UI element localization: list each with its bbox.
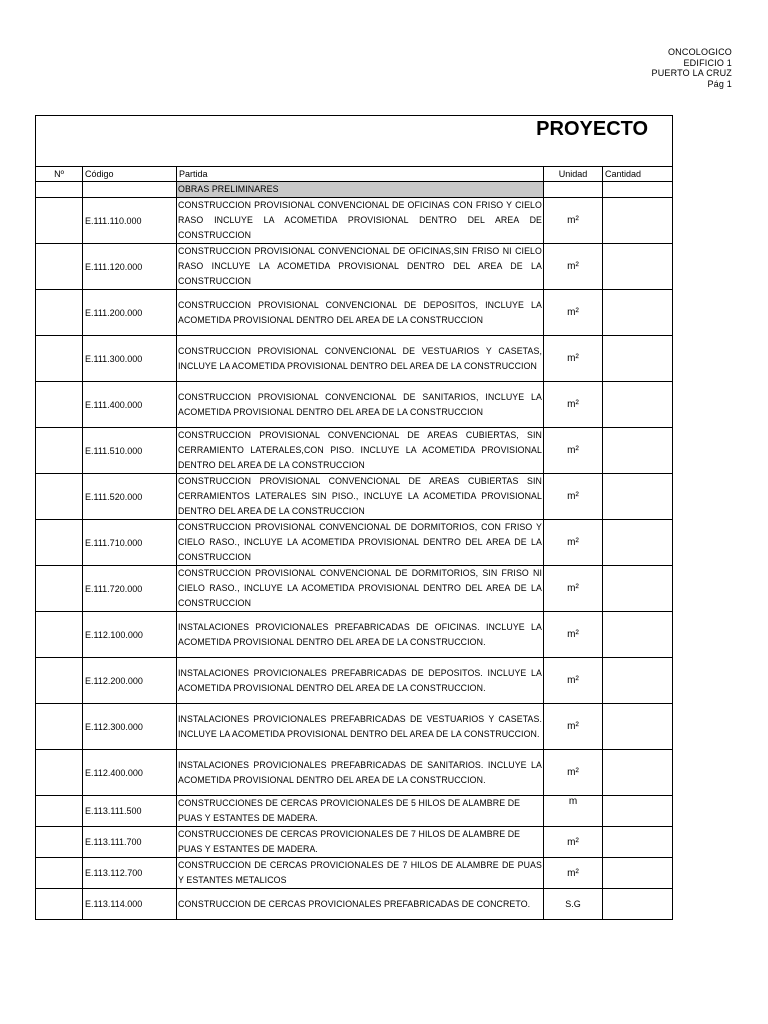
- row-unit: m²: [544, 658, 603, 704]
- row-unit: m²: [544, 290, 603, 336]
- column-header-codigo: Código: [83, 167, 177, 182]
- row-code: E.111.710.000: [83, 520, 177, 566]
- row-partida: CONSTRUCCIONES DE CERCAS PROVICIONALES DE 5 HILOS DE ALAMBRE DE PUAS Y ESTANTES DE MADERA.: [177, 796, 544, 827]
- row-partida: CONSTRUCCION PROVISIONAL CONVENCIONAL DE OFICINAS,SIN FRISO NI CIELO RASO INCLUYE LA ACOMETIDA PROVISIONAL DENTRO DEL AREA DE LA CONSTRUCCION: [177, 244, 544, 290]
- row-quantity[interactable]: [603, 858, 673, 889]
- row-quantity[interactable]: [603, 827, 673, 858]
- sheet-title: PROYECTO: [36, 116, 673, 144]
- row-quantity[interactable]: [603, 474, 673, 520]
- row-code: E.112.200.000: [83, 658, 177, 704]
- row-no: [36, 827, 83, 858]
- row-quantity[interactable]: [603, 428, 673, 474]
- table-row: [36, 198, 673, 244]
- page-header: [652, 47, 733, 89]
- row-unit: m²: [544, 750, 603, 796]
- section-code-cell: [83, 182, 177, 198]
- table-row: [36, 290, 673, 336]
- row-no: [36, 612, 83, 658]
- row-unit: m: [544, 796, 603, 827]
- row-partida: CONSTRUCCION PROVISIONAL CONVENCIONAL DE VESTUARIOS Y CASETAS, INCLUYE LA ACOMETIDA PROVISIONAL DENTRO DEL AREA DE LA CONSTRUCCION: [177, 336, 544, 382]
- row-partida: INSTALACIONES PROVICIONALES PREFABRICADAS DE SANITARIOS. INCLUYE LA ACOMETIDA PROVISIONAL DENTRO DEL AREA DE LA CONSTRUCCION.: [177, 750, 544, 796]
- row-no: [36, 704, 83, 750]
- table-row: [36, 658, 673, 704]
- budget-sheet: [35, 115, 672, 920]
- row-unit: m²: [544, 704, 603, 750]
- row-quantity[interactable]: [603, 336, 673, 382]
- table-row: [36, 566, 673, 612]
- header-city: PUERTO LA CRUZ: [651, 68, 732, 78]
- table-row: [36, 244, 673, 290]
- row-quantity[interactable]: [603, 889, 673, 920]
- section-no-cell: [36, 182, 83, 198]
- row-partida: CONSTRUCCION PROVISIONAL CONVENCIONAL DE AREAS CUBIERTAS SIN CERRAMIENTOS LATERALES SIN PISO., INCLUYE LA ACOMETIDA PROVISIONAL DENTRO DEL AREA DE LA CONSTRUCCION: [177, 474, 544, 520]
- row-partida: CONSTRUCCION DE CERCAS PROVICIONALES DE 7 HILOS DE ALAMBRE DE PUAS Y ESTANTES METALICOS: [177, 858, 544, 889]
- table-row: [36, 827, 673, 858]
- row-no: [36, 750, 83, 796]
- row-unit: m²: [544, 612, 603, 658]
- table-row: [36, 612, 673, 658]
- column-header-unidad: Unidad: [544, 167, 603, 182]
- title-row: [36, 116, 673, 144]
- row-quantity[interactable]: [603, 244, 673, 290]
- table-row: [36, 474, 673, 520]
- table-row: [36, 336, 673, 382]
- row-unit: m²: [544, 382, 603, 428]
- row-unit: m²: [544, 428, 603, 474]
- row-code: E.111.510.000: [83, 428, 177, 474]
- table-row: [36, 796, 673, 827]
- row-code: E.112.100.000: [83, 612, 177, 658]
- row-quantity[interactable]: [603, 382, 673, 428]
- blank-row: [36, 143, 673, 167]
- header-project: ONCOLOGICO: [667, 47, 732, 57]
- row-partida: CONSTRUCCION PROVISIONAL CONVENCIONAL DE SANITARIOS, INCLUYE LA ACOMETIDA PROVISIONAL DENTRO DEL AREA DE LA CONSTRUCCION: [177, 382, 544, 428]
- row-unit: m²: [544, 474, 603, 520]
- row-no: [36, 428, 83, 474]
- section-title: OBRAS PRELIMINARES: [177, 182, 544, 198]
- row-quantity[interactable]: [603, 612, 673, 658]
- row-code: E.113.112.700: [83, 858, 177, 889]
- row-quantity[interactable]: [603, 704, 673, 750]
- column-header-cantidad: Cantidad: [603, 167, 673, 182]
- row-code: E.112.400.000: [83, 750, 177, 796]
- budget-table: [35, 115, 673, 920]
- row-partida: INSTALACIONES PROVICIONALES PREFABRICADAS DE VESTUARIOS Y CASETAS. INCLUYE LA ACOMETIDA PROVISIONAL DENTRO DEL AREA DE LA CONSTRUCCION.: [177, 704, 544, 750]
- blank-cell: [36, 143, 673, 167]
- row-code: E.111.300.000: [83, 336, 177, 382]
- row-no: [36, 290, 83, 336]
- table-row: [36, 428, 673, 474]
- column-header-partida: Partida: [177, 167, 544, 182]
- row-quantity[interactable]: [603, 290, 673, 336]
- row-partida: CONSTRUCCION PROVISIONAL CONVENCIONAL DE AREAS CUBIERTAS, SIN CERRAMIENTO LATERALES,CON PISO. INCLUYE LA ACOMETIDA PROVISIONAL DENTRO DEL AREA DE LA CONSTRUCCION: [177, 428, 544, 474]
- row-partida: INSTALACIONES PROVICIONALES PREFABRICADAS DE OFICINAS. INCLUYE LA ACOMETIDA PROVISIONAL DENTRO DEL AREA DE LA CONSTRUCCION.: [177, 612, 544, 658]
- table-row: [36, 750, 673, 796]
- table-row: [36, 382, 673, 428]
- row-code: E.111.200.000: [83, 290, 177, 336]
- row-quantity[interactable]: [603, 566, 673, 612]
- row-partida: CONSTRUCCION PROVISIONAL CONVENCIONAL DE OFICINAS CON FRISO Y CIELO RASO INCLUYE LA ACOMETIDA PROVISIONAL DENTRO DEL AREA DE CONSTRUCCION: [177, 198, 544, 244]
- row-code: E.111.110.000: [83, 198, 177, 244]
- row-quantity[interactable]: [603, 198, 673, 244]
- column-header-row: [36, 167, 673, 182]
- row-unit: S.G: [544, 889, 603, 920]
- table-row: [36, 704, 673, 750]
- row-quantity[interactable]: [603, 520, 673, 566]
- table-row: [36, 889, 673, 920]
- row-partida: CONSTRUCCION DE CERCAS PROVICIONALES PREFABRICADAS DE CONCRETO.: [177, 889, 544, 920]
- row-quantity[interactable]: [603, 658, 673, 704]
- table-row: [36, 858, 673, 889]
- row-no: [36, 520, 83, 566]
- row-no: [36, 474, 83, 520]
- section-qty-cell: [603, 182, 673, 198]
- row-no: [36, 382, 83, 428]
- header-building: EDIFICIO 1: [683, 57, 732, 68]
- row-no: [36, 244, 83, 290]
- row-partida: CONSTRUCCIONES DE CERCAS PROVICIONALES DE 7 HILOS DE ALAMBRE DE PUAS Y ESTANTES DE MADERA.: [177, 827, 544, 858]
- row-code: E.111.520.000: [83, 474, 177, 520]
- row-no: [36, 796, 83, 827]
- row-unit: m²: [544, 336, 603, 382]
- column-header-no: Nº: [36, 167, 83, 182]
- section-row: [36, 182, 673, 198]
- row-code: E.113.114.000: [83, 889, 177, 920]
- row-unit: m²: [544, 827, 603, 858]
- row-quantity[interactable]: [603, 750, 673, 796]
- row-no: [36, 198, 83, 244]
- row-no: [36, 858, 83, 889]
- row-partida: CONSTRUCCION PROVISIONAL CONVENCIONAL DE DORMITORIOS, SIN FRISO NI CIELO RASO., INCLUYE LA ACOMETIDA PROVISIONAL DENTRO DEL AREA DE LA CONSTRUCCION: [177, 566, 544, 612]
- row-partida: INSTALACIONES PROVICIONALES PREFABRICADAS DE DEPOSITOS. INCLUYE LA ACOMETIDA PROVISIONAL DENTRO DEL AREA DE LA CONSTRUCCION.: [177, 658, 544, 704]
- row-no: [36, 658, 83, 704]
- row-code: E.113.111.700: [83, 827, 177, 858]
- row-partida: CONSTRUCCION PROVISIONAL CONVENCIONAL DE DORMITORIOS, CON FRISO Y CIELO RASO., INCLUYE LA ACOMETIDA PROVISIONAL DENTRO DEL AREA DE LA CONSTRUCCION: [177, 520, 544, 566]
- row-no: [36, 336, 83, 382]
- section-unit-cell: [544, 182, 603, 198]
- header-page-number: Pág 1: [707, 78, 732, 89]
- row-quantity[interactable]: [603, 796, 673, 827]
- row-partida: CONSTRUCCION PROVISIONAL CONVENCIONAL DE DEPOSITOS, INCLUYE LA ACOMETIDA PROVISIONAL DENTRO DEL AREA DE LA CONSTRUCCION: [177, 290, 544, 336]
- row-code: E.113.111.500: [83, 796, 177, 827]
- row-code: E.111.120.000: [83, 244, 177, 290]
- row-code: E.112.300.000: [83, 704, 177, 750]
- row-no: [36, 889, 83, 920]
- row-unit: m²: [544, 244, 603, 290]
- row-unit: m²: [544, 520, 603, 566]
- table-row: [36, 520, 673, 566]
- row-unit: m²: [544, 858, 603, 889]
- row-unit: m²: [544, 566, 603, 612]
- row-no: [36, 566, 83, 612]
- row-unit: m²: [544, 198, 603, 244]
- row-code: E.111.400.000: [83, 382, 177, 428]
- row-code: E.111.720.000: [83, 566, 177, 612]
